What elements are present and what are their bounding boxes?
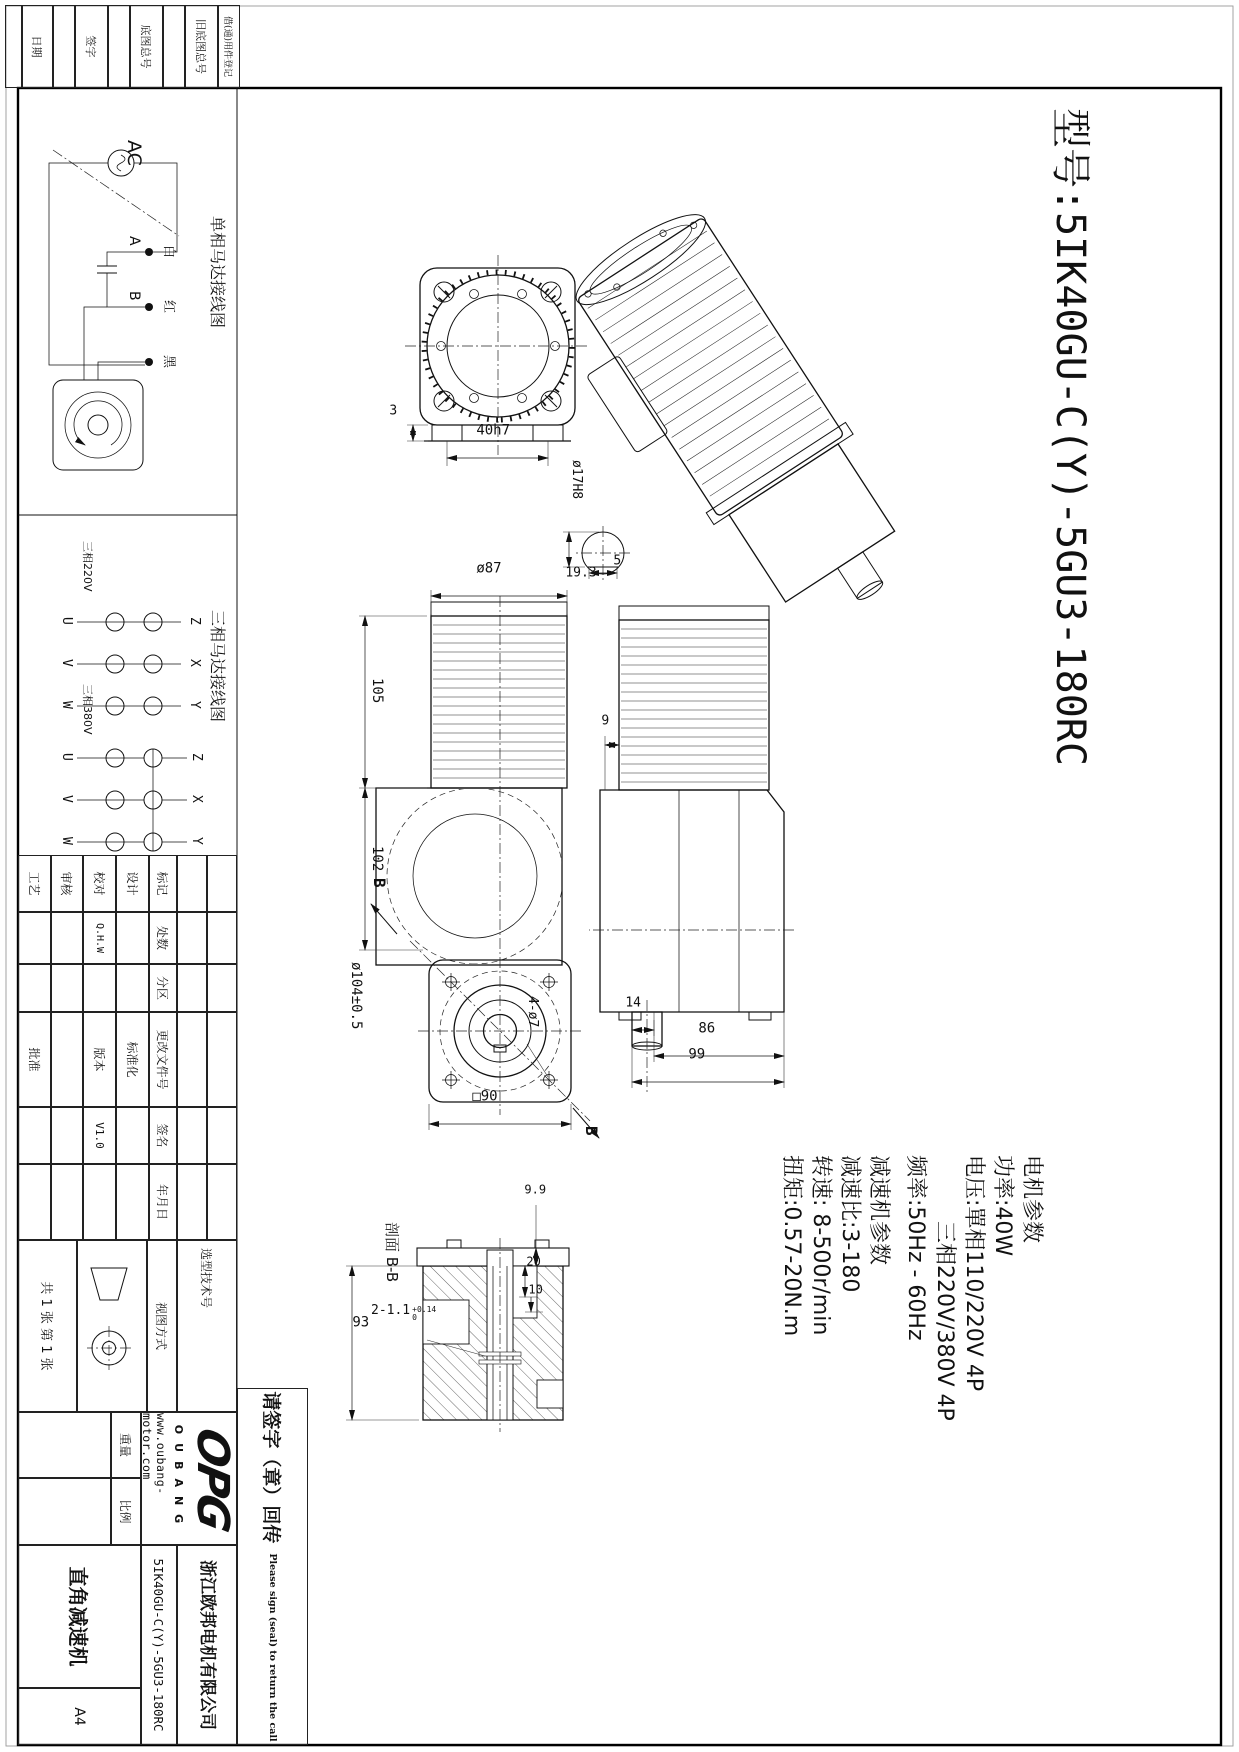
tb-check: 校对 [83,855,116,912]
tb-cell [83,1164,116,1240]
dim-10: 10 [528,1282,543,1297]
dim-dia104: ø104±0.5 [348,962,364,1030]
logo-url: www.oubang-motor.com [140,1413,168,1495]
sign-return-cn: 请签字（章）回传 [260,1391,282,1544]
x2-label: X [189,795,204,803]
tb-count: 处数 [149,912,177,964]
reducer-torque: 扭矩:0.57-20N.m [779,1155,804,1337]
tb-change-doc: 更改文件号 [149,1012,177,1107]
motor-power: 功率:40W [990,1155,1015,1257]
tb-review: 审核 [51,855,83,912]
tb-cell [51,1107,83,1164]
section-mark-b1: B [370,878,389,888]
dim-20: 20 [526,1254,541,1269]
tb-design: 设计 [116,855,149,912]
rev-cell [177,1107,207,1164]
three-phase-title: 三相马达接线图 [208,610,227,723]
u1-label: U [59,617,74,625]
tb-selection-no: 选型技术号 [177,1240,237,1412]
tb-scale-value [18,1478,111,1545]
reducer-params-heading: 减速机参数 [866,1155,891,1266]
dim-5: 5 [613,553,622,569]
tb-version-no: V1.0 [83,1107,116,1164]
w1-label: W [59,701,74,709]
tb-symbols-cell [77,1240,147,1412]
opg-logo: OPG [187,1423,238,1534]
tb-cell [18,912,51,964]
margin-box-reuse: 借(通)用件登记 [218,5,240,88]
single-phase-title: 单相马达接线图 [208,216,227,329]
label-220v: 三相220V [81,541,94,592]
motor-frequency: 频率:50Hz - 60Hz [903,1155,928,1341]
rev-cell [207,964,237,1012]
margin-box-old-no: 旧底图总号 [185,5,218,88]
tb-cell [116,1107,149,1164]
tb-process: 工艺 [18,855,51,912]
white-wire-label: 白 [161,245,176,259]
rev-cell [177,1012,207,1107]
z2-label: Z [189,753,204,761]
black-wire-label: 黑 [161,355,176,369]
w2-label: W [59,837,74,845]
dim-3: 3 [389,403,398,419]
groove-tol-lo: 0 [412,1313,417,1322]
v2-label: V [59,795,74,803]
tb-cell [51,1012,83,1107]
tb-weight: 重量 [111,1412,141,1478]
dim-sq90: □90 [472,1088,498,1105]
dim-dia87: ø87 [476,560,502,577]
tb-cell [116,964,149,1012]
tb-product: 直角减速机 [18,1545,141,1688]
y2-label: Y [189,837,204,845]
margin-box-signature: 签字 [75,5,108,88]
terminal-a-label: A [126,236,142,246]
v1-label: V [59,659,74,667]
dim-4dia7: 4-ø7 [525,996,540,1028]
section-label: 剖面 B-B [383,1222,401,1283]
margin-box-base-no: 底图总号 [130,5,163,88]
rev-cell [207,1012,237,1107]
u2-label: U [59,753,74,761]
dim-14: 14 [625,995,642,1011]
dim-dia17h8: ø17H8 [569,460,584,500]
tb-cell [51,964,83,1012]
reducer-speed: 转速: 8-500r/min [808,1155,833,1336]
tb-zone: 分区 [149,964,177,1012]
margin-box-date: 日期 [22,5,53,88]
tb-date: 年月日 [149,1164,177,1240]
tb-designer: Q.H.W [83,912,116,964]
margin-box-blank1 [163,5,185,88]
oubang-wordmark: OUBANG [172,1424,185,1533]
tb-mark: 标记 [149,855,177,912]
label-380v: 三相380V [81,684,94,735]
margin-box-blank4 [5,5,22,88]
rev-cell [177,1164,207,1240]
margin-box-blank3 [53,5,75,88]
rev-cell [207,912,237,964]
tb-sheets: 共 1 张 第 1 张 [18,1240,77,1412]
groove-tol-hi: +0.14 [412,1305,437,1314]
rev-cell [177,855,207,912]
isometric-view [538,197,932,661]
rev-cell [207,855,237,912]
margin-box-blank2 [108,5,130,88]
motor-voltage-2: 三相220V/380V 4P [932,1221,957,1421]
front-view [359,590,599,1138]
tb-company: 浙江欧邦电机有限公司 [177,1545,237,1745]
logo-cell [141,1412,237,1545]
dim-19-3: 19.3 [565,565,597,581]
single-phase-wiring-diagram [49,150,179,470]
tb-cell [83,964,116,1012]
y1-label: Y [187,701,202,709]
dim-93: 93 [352,1314,370,1331]
sign-return-box [237,1388,308,1745]
tb-cell [51,912,83,964]
ac-label: AC [123,140,145,166]
tb-cell [51,1164,83,1240]
dim-99: 99 [688,1046,706,1063]
tb-view-method: 视图方式 [147,1240,177,1412]
page-title: 型号:5IK40GU-C(Y)-5GU3-180RC [1047,108,1093,766]
groove-value: 2-1.1 [371,1303,411,1318]
tb-cell [18,1107,51,1164]
tb-version: 版本 [83,1012,116,1107]
dim-102: 102 [369,846,385,872]
motor-voltage: 电压:單相110/220V 4P [961,1155,986,1392]
side-view [589,606,794,1092]
tb-paper-size: A4 [18,1688,141,1745]
tb-standardize: 标准化 [116,1012,149,1107]
tb-cell [18,1164,51,1240]
rev-cell [207,1164,237,1240]
dim-86: 86 [698,1020,716,1037]
z1-label: Z [187,617,202,625]
tb-scale: 比例 [111,1478,141,1545]
tb-cell [116,1164,149,1240]
tb-cell [116,912,149,964]
rev-cell [207,1107,237,1164]
red-wire-label: 红 [161,300,176,314]
tb-weight-value [18,1412,111,1478]
motor-params-heading: 电机参数 [1019,1155,1044,1244]
section-mark-b2: B [582,1126,601,1136]
dim-groove [371,1304,436,1322]
tb-signature: 签名 [149,1107,177,1164]
dim-40h7: 40h7 [476,422,511,439]
dim-9-9: 9.9 [524,1182,547,1197]
rev-cell [177,912,207,964]
tb-drawing-no: 5IK40GU-C(Y)-5GU3-180RC [141,1545,177,1745]
rev-cell [177,964,207,1012]
terminal-b-label: B [126,291,142,301]
x1-label: X [187,659,202,667]
dim-9: 9 [601,713,610,729]
tb-cell [18,964,51,1012]
dim-105: 105 [369,678,385,704]
reducer-ratio: 减速比:3-180 [837,1155,862,1293]
tb-approve: 批准 [18,1012,51,1107]
sign-return-en: Please sign (seal) to return the call [267,1553,278,1742]
